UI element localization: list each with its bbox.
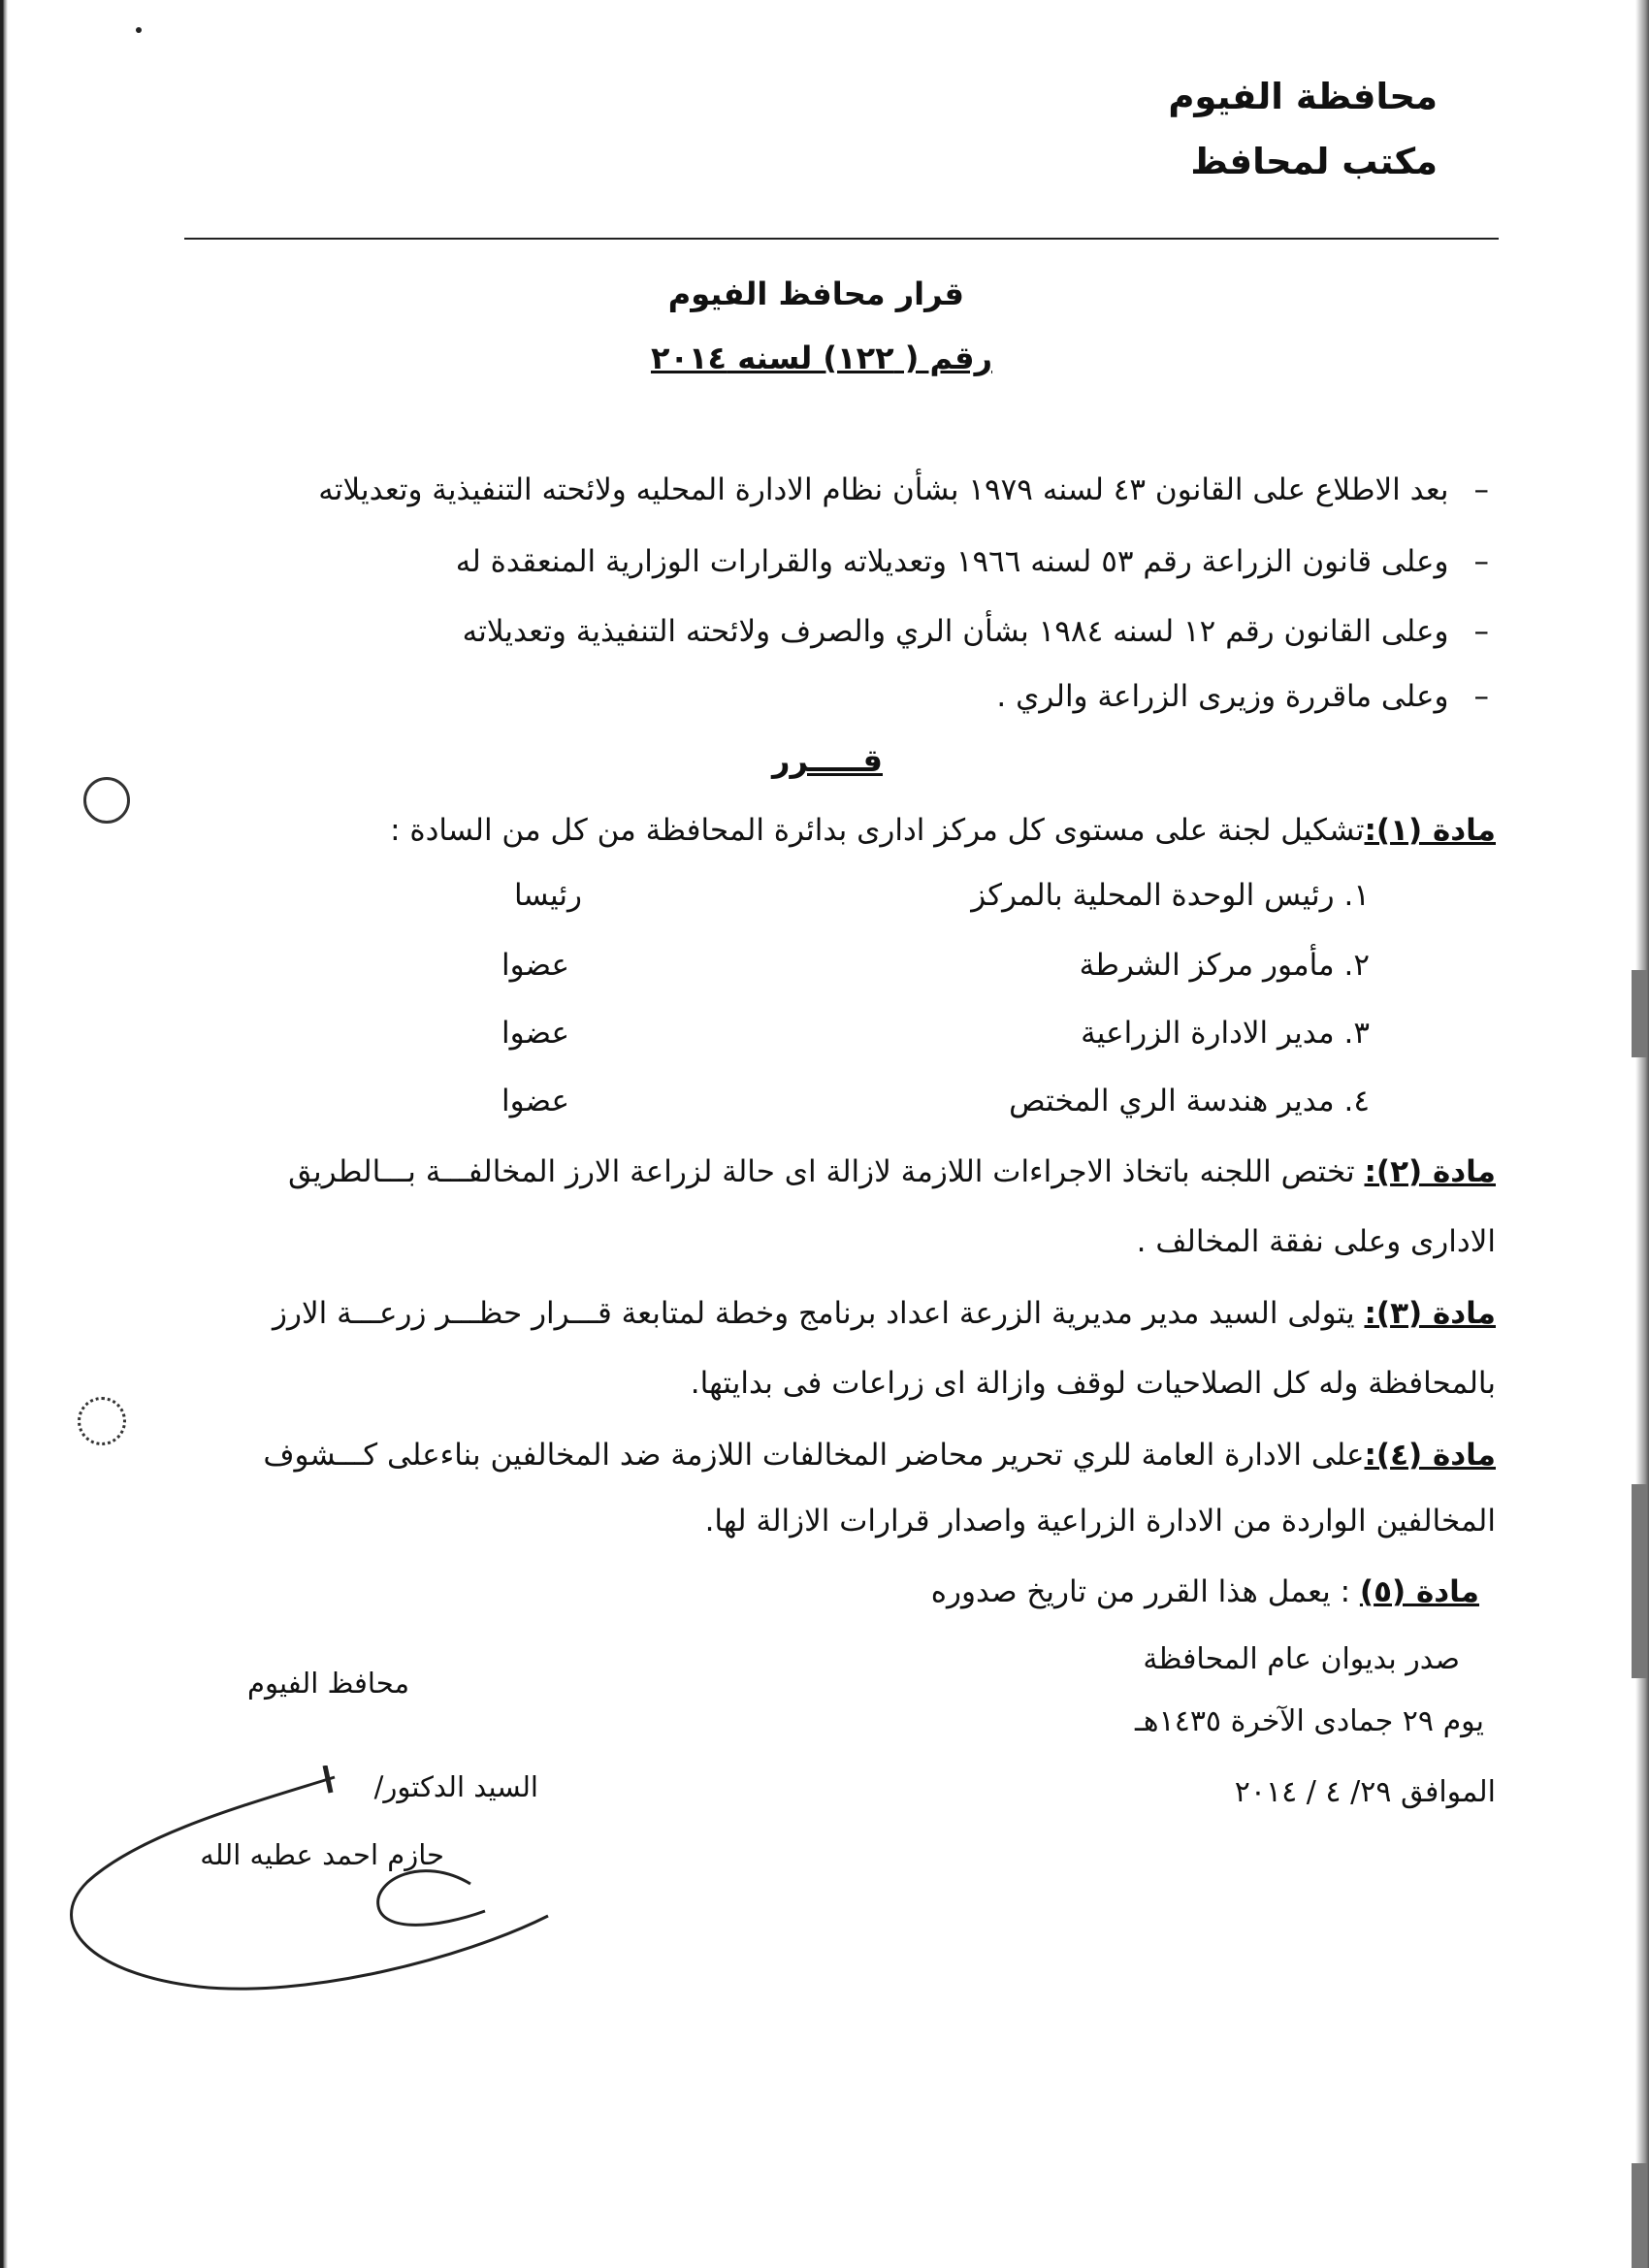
member-name: ١. رئيس الوحدة المحلية بالمركز xyxy=(971,878,1370,913)
member-role: عضوا xyxy=(501,1084,569,1118)
article-2: مادة (٢): تختص اللجنه باتخاذ الاجراءات اللازمة لازالة اى حالة لزراعة الارز المخالفـــة بـــالطريق xyxy=(288,1154,1496,1189)
signature-scribble xyxy=(53,1766,577,2057)
article-1: مادة (١):تشكيل لجنة على مستوى كل مركز ادارى بدائرة المحافظة من كل من السادة : xyxy=(390,813,1496,848)
article-4-continued: المخالفين الواردة من الادارة الزراعية واصدار قرارات الازالة لها. xyxy=(704,1504,1496,1539)
header-divider xyxy=(184,238,1499,240)
decree-number: رقم ( ١٢٢) لسنه ٢٠١٤ xyxy=(650,340,992,376)
article-3: مادة (٣): يتولى السيد مدير مديرية الزرعة اعداد برنامج وخطة لمتابعة قـــرار حظـــر زرعـــة الارز xyxy=(273,1296,1496,1331)
member-name: ٣. مدير الادارة الزراعية xyxy=(1081,1016,1370,1051)
signatory-honorific: السيد الدكتور/ xyxy=(373,1770,538,1803)
hijri-date: يوم ٢٩ جمادى الآخرة ١٤٣٥هـ xyxy=(1134,1704,1484,1738)
governorate-name: محافظة الفيوم xyxy=(1168,76,1438,117)
article-1-label: مادة (١): xyxy=(1364,813,1496,848)
member-name: ٢. مأمور مركز الشرطة xyxy=(1079,948,1370,983)
member-name: ٤. مدير هندسة الري المختص xyxy=(1009,1084,1370,1118)
scan-edge-right xyxy=(1635,0,1649,2268)
preamble-item: –وعلى القانون رقم ١٢ لسنه ١٩٨٤ بشأن الري والصرف ولائحته التنفيذية وتعديلاته xyxy=(462,614,1489,649)
article-4-label: مادة (٤): xyxy=(1364,1438,1496,1473)
article-3-label: مادة (٣): xyxy=(1364,1296,1496,1331)
margin-stamp-icon xyxy=(83,777,130,824)
member-role: عضوا xyxy=(501,948,569,983)
decree-title: قرار محافظ الفيوم xyxy=(667,275,964,312)
member-role: رئيسا xyxy=(513,878,582,913)
article-3-continued: بالمحافظة وله كل الصلاحيات لوقف وازالة اى زراعات فى بدايتها. xyxy=(690,1366,1496,1401)
margin-stamp-icon xyxy=(78,1397,126,1445)
decision-heading: قـــــرر xyxy=(772,742,883,779)
scan-dot xyxy=(136,27,142,33)
scan-edge-left xyxy=(0,0,8,2268)
member-role: عضوا xyxy=(501,1016,569,1051)
gregorian-date: الموافق ٢٩/ ٤ / ٢٠١٤ xyxy=(1234,1775,1496,1809)
scan-mark xyxy=(1632,2163,1647,2268)
signatory-name: حازم احمد عطيه الله xyxy=(200,1838,444,1871)
office-name: مكتب لمحافظ xyxy=(1190,141,1438,182)
signatory-title: محافظ الفيوم xyxy=(247,1667,409,1700)
article-2-label: مادة (٢): xyxy=(1364,1154,1496,1189)
scan-mark xyxy=(1632,970,1647,1057)
preamble-item: –وعلى قانون الزراعة رقم ٥٣ لسنه ١٩٦٦ وتعديلاته والقرارات الوزارية المنعقدة له xyxy=(455,544,1489,579)
preamble-item: –وعلى ماقررة وزيرى الزراعة والري . xyxy=(996,679,1489,714)
article-5: مادة (٥) : يعمل هذا القرر من تاريخ صدوره xyxy=(930,1574,1479,1609)
article-2-continued: الادارى وعلى نفقة المخالف . xyxy=(1136,1224,1496,1259)
article-5-label: مادة (٥) xyxy=(1359,1574,1479,1609)
issuance-place: صدر بديوان عام المحافظة xyxy=(1143,1642,1460,1676)
scan-mark xyxy=(1632,1484,1647,1678)
preamble-item: –بعد الاطلاع على القانون ٤٣ لسنه ١٩٧٩ بشأن نظام الادارة المحليه ولائحته التنفيذية وتعديلاته xyxy=(318,472,1489,507)
article-4: مادة (٤):على الادارة العامة للري تحرير محاضر المخالفات اللازمة ضد المخالفين بناءعلى كـــشوف xyxy=(263,1438,1496,1473)
